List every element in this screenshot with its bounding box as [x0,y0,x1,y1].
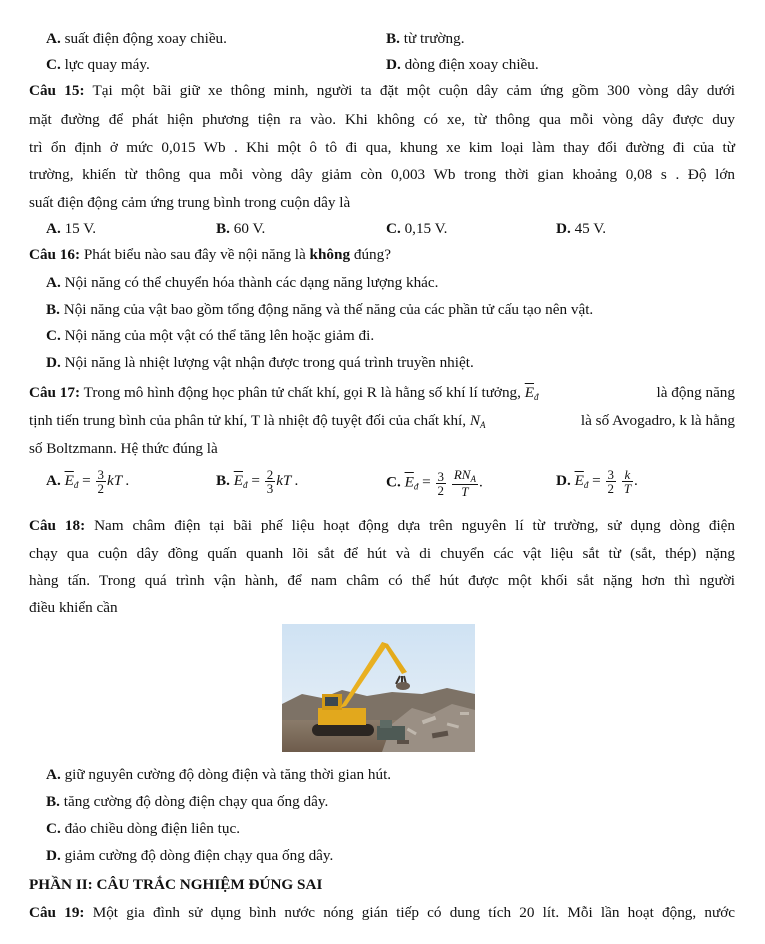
q18-option-a: A. giữ nguyên cường độ dòng điện và tăng thời gian hút. [46,766,392,783]
q14-option-a: A. suất điện động xoay chiều. [46,30,227,47]
q16-option-d: D. Nội năng là nhiệt lượng vật nhận được trong quá trình truyền nhiệt. [46,354,474,371]
q15-stem-line-3: trì ổn định ở mức 0,015 Wb . Khi một ô tô đi qua, khung xe kim loại làm thay đổi đường đi của từ [29,139,735,156]
q19-stem-line-1: Câu 19: Một gia đình sử dụng bình nước nóng gián tiếp có dung tích 20 lít. Mỗi lần hoạt động, nước [29,904,736,921]
q18-stem-line-1: Câu 18: Nam châm điện tại bãi phế liệu hoạt động dựa trên nguyên lí từ trường, sử dụng dòng điện [29,517,735,534]
q16-option-c: C. Nội năng của một vật có thể tăng lên hoặc giảm đi. [46,327,375,344]
fraction: $\frac{RN_A}{T}$ [453,467,476,499]
q17-option-b: B. $\overline{E}_đ$ = $\frac{2}{3}$ kT . [216,467,299,496]
q16-option-b: B. Nội năng của vật bao gồm tổng động năng và thế năng của các phần tử cấu tạo nên vật. [46,301,594,318]
q18-option-c: C. đảo chiều dòng điện liên tục. [46,820,241,837]
q17-stem-line-2: tịnh tiến trung bình của phân tử khí, T là nhiệt độ tuyệt đối của chất khí, $N_A$ là số Avogadro, k là hằng [29,412,735,430]
q18-option-d: D. giảm cường độ dòng điện chạy qua ống dây. [46,847,334,864]
q15-option-d: D. 45 V. [556,220,607,237]
scrapyard-crane-photo [282,624,475,752]
q18-stem-line-4: điều khiển cần [29,599,118,616]
kinetic-energy-symbol: $\overline{E}$ [524,384,535,401]
q18-stem-line-3: hàng tấn. Trong quá trình vận hành, để nam châm có thể hút được một khối sắt nặng hơn thì người [29,572,735,589]
q18-stem-line-2: chạy qua cuộn dây đồng quấn quanh lõi sắt để hút và di chuyển các vật liệu sắt từ (sắt, thép) nặng [29,545,735,562]
fraction: $\frac{2}{3}$ [266,467,274,496]
q17-stem-line-3: số Boltzmann. Hệ thức đúng là [29,440,218,457]
q17-stem-line-1: Câu 17: Trong mô hình động học phân tử chất khí, gọi R là hằng số khí lí tưởng, $\overline{E}_đ$ là động năng [29,384,735,402]
q17-option-a: A. $\overline{E}_đ$ = $\frac{3}{2}$ kT . [46,467,130,496]
q17-option-c: C. $\overline{E}_đ$ = $\frac{3}{2}$ $\frac{RN_A}{T}$ . [386,467,483,499]
q15-stem-line-5: suất điện động cảm ứng trung bình trong cuộn dây là [29,194,351,211]
q16-option-a: A. Nội năng có thể chuyển hóa thành các dạng năng lượng khác. [46,274,439,291]
q15-option-b: B. 60 V. [216,220,266,237]
q15-stem-line-2: mặt đường để phát hiện phương tiện ra vào. Khi không có xe, từ thông qua mỗi vòng dây được duy [29,111,735,128]
fraction: $\frac{3}{2}$ [607,467,615,496]
q15-option-a: A. 15 V. [46,220,97,237]
fraction: $\frac{3}{2}$ [437,468,445,498]
q17-option-d: D. $\overline{E}_đ$ = $\frac{3}{2}$ $\frac{k}{T}$ . [556,467,638,496]
q14-option-d: D. dòng điện xoay chiều. [386,56,539,73]
q14-option-c: C. lực quay máy. [46,56,150,73]
q15-option-c: C. 0,15 V. [386,220,448,237]
q14-option-b: B. từ trường. [386,30,465,47]
q15-stem-line-1: Câu 15: Tại một bãi giữ xe thông minh, người ta đặt một cuộn dây cảm ứng gồm 300 vòng dây dưới [29,82,735,99]
q18-option-b: B. tăng cường độ dòng điện chạy qua ống dây. [46,793,329,810]
fraction: $\frac{k}{T}$ [623,467,632,496]
section-2-heading: PHẦN II: CÂU TRẮC NGHIỆM ĐÚNG SAI [29,876,323,893]
q15-stem-line-4: trường, khiến từ thông qua mỗi vòng dây giảm còn 0,003 Wb trong thời gian khoảng 0,08 s . Độ lớn [29,166,735,183]
fraction: $\frac{3}{2}$ [97,467,105,496]
q16-stem: Câu 16: Phát biểu nào sau đây về nội năng là không đúng? [29,246,391,263]
